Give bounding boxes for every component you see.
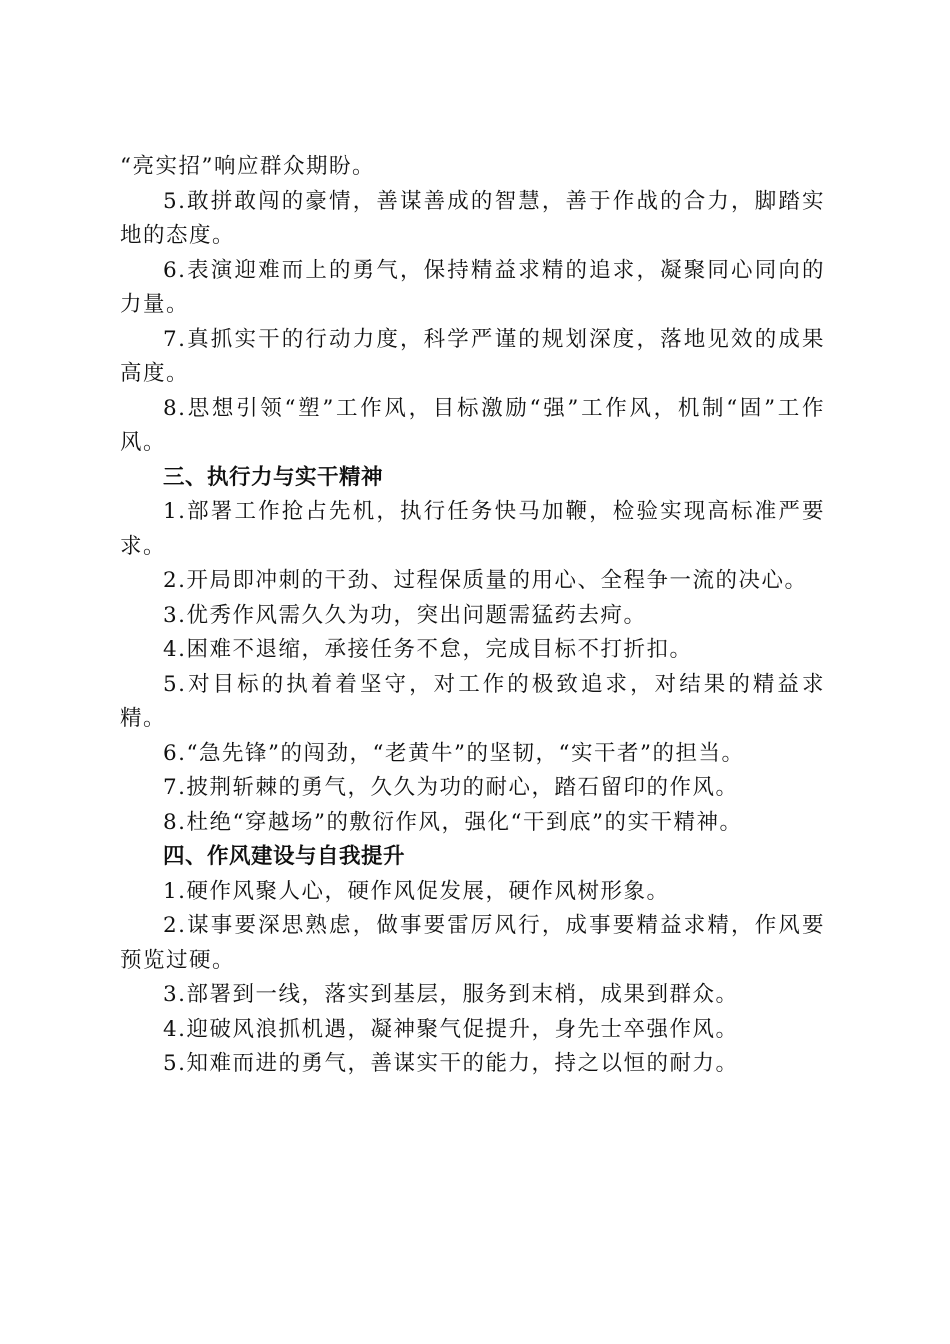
section4-item-5: 5.知难而进的勇气，善谋实干的能力，持之以恒的耐力。 (163, 1051, 739, 1076)
section3-item-6: 6.“急先锋”的闯劲，“老黄牛”的坚韧，“实干者”的担当。 (163, 740, 745, 766)
section4-item-3: 3.部署到一线，落实到基层，服务到末梢，成果到群众。 (163, 982, 739, 1007)
document-body (120, 150, 825, 1082)
section2-item-8: 8.思想引领“塑”工作风，目标激励“强”工作风，机制“固”工作风。 (120, 395, 825, 455)
section3-item-4: 4.困难不退缩，承接任务不怠，完成目标不打折扣。 (163, 637, 693, 662)
section3-item-5: 5.对目标的执着着坚守，对工作的极致追求，对结果的精益求精。 (120, 671, 825, 731)
section3-heading: 三、执行力与实干精神 (163, 464, 384, 490)
section4-item-4: 4.迎破风浪抓机遇，凝神聚气促提升，身先士卒强作风。 (163, 1016, 739, 1042)
section2-item-5: 5.敢拼敢闯的豪情，善谋善成的智慧，善于作战的合力，脚踏实地的态度。 (120, 188, 825, 248)
section2-item-6: 6.表演迎难而上的勇气，保持精益求精的追求，凝聚同心同向的力量。 (120, 257, 825, 317)
section3-item-8: 8.杜绝“穿越场”的敷衍作风，强化“干到底”的实干精神。 (163, 809, 743, 835)
section3-item-7: 7.披荆斩棘的勇气，久久为功的耐心，踏石留印的作风。 (163, 775, 739, 800)
intro-continuation: “亮实招”响应群众期盼。 (120, 154, 375, 179)
section4-heading: 四、作风建设与自我提升 (163, 844, 406, 869)
section3-item-1: 1.部署工作抢占先机，执行任务快马加鞭，检验实现高标准严要求。 (120, 499, 825, 559)
section4-item-2: 2.谋事要深思熟虑，做事要雷厉风行，成事要精益求精，作风要预览过硬。 (120, 913, 825, 973)
section3-item-2: 2.开局即冲刺的干劲、过程保质量的用心、全程争一流的决心。 (163, 568, 808, 593)
section2-item-7: 7.真抓实干的行动力度，科学严谨的规划深度，落地见效的成果高度。 (120, 326, 825, 386)
section3-item-3: 3.优秀作风需久久为功，突出问题需猛药去疴。 (163, 602, 647, 628)
section4-item-1: 1.硬作风聚人心，硬作风促发展，硬作风树形象。 (163, 878, 670, 904)
